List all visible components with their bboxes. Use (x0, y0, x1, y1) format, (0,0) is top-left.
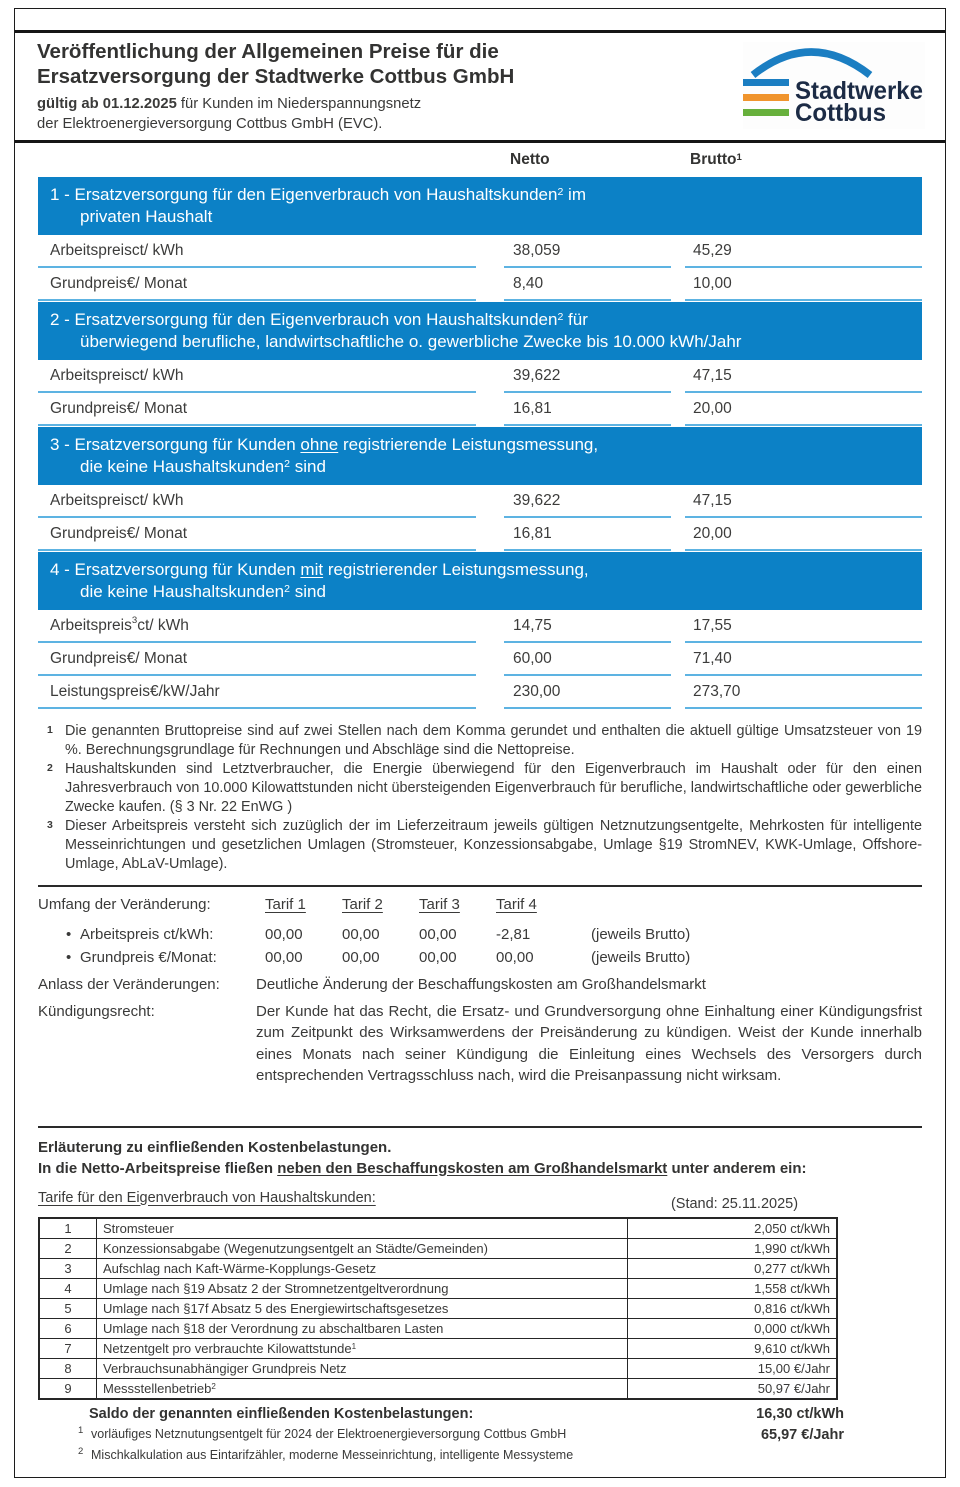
footnotes (38, 722, 922, 874)
saldo-label: Saldo der genannten einfließenden Kostenbelastungen: (89, 1405, 474, 1422)
change-row-grundpreis: • Grundpreis €/Monat: 00,00 00,00 00,00 00,00 (jeweils Brutto) (66, 949, 691, 966)
logo-arc-icon (753, 52, 870, 75)
table-row: Grundpreis €/ Monat 8,40 10,00 (38, 268, 922, 301)
anlass-row: Anlass der Veränderungen: Deutliche Änderung der Beschaffungskosten am Großhandelsmarkt (38, 976, 706, 993)
footnote-2: 2 Haushaltskunden sind Letztverbraucher, die Energie überwiegend für den Eigenverbrauch im Haushalt oder für den einen Jahresverbrauch von 10.000 Kilowattstunden nicht übersteigenden Eigenverbrauch für berufliche, landwirtschaftliche oder gewerbliche Zwecke kaufen. (§ 3 Nr. 22 EnWG ) (47, 761, 922, 815)
table-row: Leistungspreis €/kW/Jahr 230,00 273,70 (38, 676, 922, 709)
logo-bar-orange-icon (743, 94, 789, 101)
logo-graphic (743, 42, 925, 124)
title-line1: Veröffentlichung der Allgemeinen Preise für die (37, 40, 499, 63)
tarif4-header: Tarif 4 (496, 896, 537, 913)
cost-table-caption: Tarife für den Eigenverbrauch von Haushaltskunden: (38, 1189, 376, 1206)
saldo-value-ct: 16,30 ct/kWh (756, 1405, 844, 1422)
table-row: 6 Umlage nach §18 der Verordnung zu abschaltbaren Lasten 0,000 ct/kWh (39, 1318, 837, 1338)
header-text (37, 39, 514, 134)
stadtwerke-cottbus-logo (743, 42, 925, 129)
table-row: 4 Umlage nach §19 Absatz 2 der Stromnetzentgeltverordnung 1,558 ct/kWh (39, 1278, 837, 1298)
table-row: 5 Umlage nach §17f Absatz 5 des Energiewirtschaftsgesetzes 0,816 ct/kWh (39, 1298, 837, 1318)
brutto-value: 20,00 (685, 393, 922, 426)
table-row: 1 Stromsteuer 2,050 ct/kWh (39, 1218, 837, 1239)
stand-date: (Stand: 25.11.2025) (670, 1195, 799, 1212)
table-row: 7 Netzentgelt pro verbrauchte Kilowattstunde$^1$ 9,610 ct/kWh (39, 1338, 837, 1358)
table-row: 2 Konzessionsabgabe (Wegenutzungsentgelt an Städte/Gemeinden) 1,990 ct/kWh (39, 1238, 837, 1258)
table-row: 3 Aufschlag nach Kaft-Wärme-Kopplungs-Gesetz 0,277 ct/kWh (39, 1258, 837, 1278)
table-row: Arbeitspreis ct/ kWh 39,622 47,15 (38, 360, 922, 393)
table-row: Arbeitspreis ct/ kWh 38,059 45,29 (38, 235, 922, 268)
cost-table (38, 1217, 838, 1400)
changes-header-row (38, 896, 922, 923)
table-row: 8 Verbrauchsunabhängiger Grundpreis Netz 15,00 €/Jahr (39, 1358, 837, 1378)
validity-subtitle (37, 94, 514, 134)
table-row: Grundpreis €/ Monat 16,81 20,00 (38, 393, 922, 426)
netto-value: 39,622 (504, 360, 671, 393)
page-title (37, 39, 514, 89)
netto-value: 38,059 (504, 235, 671, 268)
netto-value: 39,622 (504, 485, 671, 518)
validity-date: gültig ab 01.12.2025 (37, 96, 177, 112)
brutto-value: 20,00 (685, 518, 922, 551)
bullet-icon: • (66, 949, 72, 966)
title-line2: Ersatzversorgung der Stadtwerke Cottbus GmbH (37, 65, 515, 88)
table-row: Arbeitspreis ct/ kWh 39,622 47,15 (38, 485, 922, 518)
netto-value: 16,81 (504, 518, 671, 551)
netto-value: 14,75 (504, 610, 671, 643)
kuendigungsrecht-row: Kündigungsrecht: Der Kunde hat das Recht, die Ersatz- und Grundversorgung ohne Einhaltung einer Kündigungsfrist zum Zeitpunkt des Wirksamwerdens der Preisänderung zu kündigen. Weist der Kunde innerhalb eines Monats nach seiner Kündigung die Einleitung eines Wechsels des Versorgers durch entsprechenden Vertragsschluss nach, wird die Preisanpassung nicht wirksam. (38, 1002, 922, 1084)
footnote-1: 1 Die genannten Bruttopreise sind auf zwei Stellen nach dem Komma gerundet und enthalten die aktuell gültige Umsatzsteuer von 19 %. Berechnungsgrundlage für Rechnungen und Abschläge sind die Nettopreise. (47, 723, 922, 758)
netto-value: 16,81 (504, 393, 671, 426)
cost-table-caption-row (38, 1190, 922, 1217)
netto-column-header: Netto (510, 151, 550, 168)
saldo-row (38, 1406, 844, 1422)
logo-word1: Stadtwerke (795, 77, 924, 105)
document-body (15, 143, 945, 1462)
netto-value: 8,40 (504, 268, 671, 301)
netto-value: 60,00 (504, 643, 671, 676)
document-page (14, 8, 946, 1478)
brutto-column-header: Brutto$^1$ (690, 151, 742, 168)
logo-bar-green-icon (743, 109, 789, 116)
logo-word2: Cottbus (795, 99, 886, 124)
tariff1-banner: 1 - Ersatzversorgung für den Eigenverbrauch von Haushaltskunden$^2$ im privaten Haushalt (38, 177, 922, 235)
tarif1-header: Tarif 1 (265, 896, 306, 913)
footnote-3: 3 Dieser Arbeitspreis versteht sich zuzüglich der im Lieferzeitraum jeweils gültigen Netznutzungsentgelte, Mehrkosten für intelligente Messeinrichtungen und gesetzlichen Umlagen (Stromsteuer, Konzessionsabgabe, Umlage §19 StromNEV, KWK-Umlage, Offshore-Umlage, AbLaV-Umlage). (47, 818, 922, 872)
table-row: 9 Messstellenbetrieb$^2$ 50,97 €/Jahr (39, 1378, 837, 1399)
brutto-value: 45,29 (685, 235, 922, 268)
tariff2-banner: 2 - Ersatzversorgung für den Eigenverbrauch von Haushaltskunden$^2$ für überwiegend berufliche, landwirtschaftliche o. gewerbliche Zwecke bis 10.000 kWh/Jahr (38, 302, 922, 360)
saldo-value-year: 65,97 €/Jahr (760, 1426, 844, 1443)
brutto-value: 47,15 (685, 485, 922, 518)
validity-line2: der Elektroenergieversorgung Cottbus GmbH (EVC). (37, 116, 383, 132)
brutto-value: 47,15 (685, 360, 922, 393)
changes-section (38, 896, 922, 1087)
cost-explanation-heading: Erläuterung zu einfließenden Kostenbelastungen. In die Netto-Arbeitspreise fließen neben den Beschaffungskosten am Großhandelsmarkt unter anderem ein: (38, 1138, 807, 1177)
table-row: Grundpreis €/ Monat 60,00 71,40 (38, 643, 922, 676)
tarif2-header: Tarif 2 (342, 896, 383, 913)
price-column-headers (38, 143, 922, 176)
table-row: Grundpreis €/ Monat 16,81 20,00 (38, 518, 922, 551)
cost-note-2-row: 2 Mischkalkulation aus Eintarifzähler, moderne Messeinrichtung, intelligente Messysteme (78, 1445, 574, 1462)
tarif3-header: Tarif 3 (419, 896, 460, 913)
tariff4-banner: 4 - Ersatzversorgung für Kunden mit registrierender Leistungsmessung, die keine Haushaltskunden$^2$ sind (38, 552, 922, 610)
top-strip (15, 9, 945, 33)
cost-note-1-row: 1 vorläufiges Netznutungsentgelt für 2024 der Elektroenergieversorgung Cottbus GmbH 65,97 €/Jahr (78, 1424, 844, 1443)
section-divider (38, 1126, 922, 1128)
logo-bar-blue-icon (743, 79, 789, 86)
section-divider (38, 885, 922, 887)
change-row-arbeitspreis: • Arbeitspreis ct/kWh: 00,00 00,00 00,00 -2,81 (jeweils Brutto) (66, 926, 691, 943)
brutto-value: 71,40 (685, 643, 922, 676)
bullet-icon: • (66, 926, 72, 943)
brutto-value: 10,00 (685, 268, 922, 301)
brutto-value: 273,70 (685, 676, 922, 709)
validity-rest: für Kunden im Niederspannungsnetz (176, 96, 422, 112)
netto-value: 230,00 (504, 676, 671, 709)
table-row: Arbeitspreis 3 ct/ kWh 14,75 17,55 (38, 610, 922, 643)
brutto-value: 17,55 (685, 610, 922, 643)
changes-heading: Umfang der Veränderung: (38, 896, 211, 913)
document-header (15, 33, 945, 143)
tariff3-banner: 3 - Ersatzversorgung für Kunden ohne registrierende Leistungsmessung, die keine Haushaltskunden$^2$ sind (38, 427, 922, 485)
